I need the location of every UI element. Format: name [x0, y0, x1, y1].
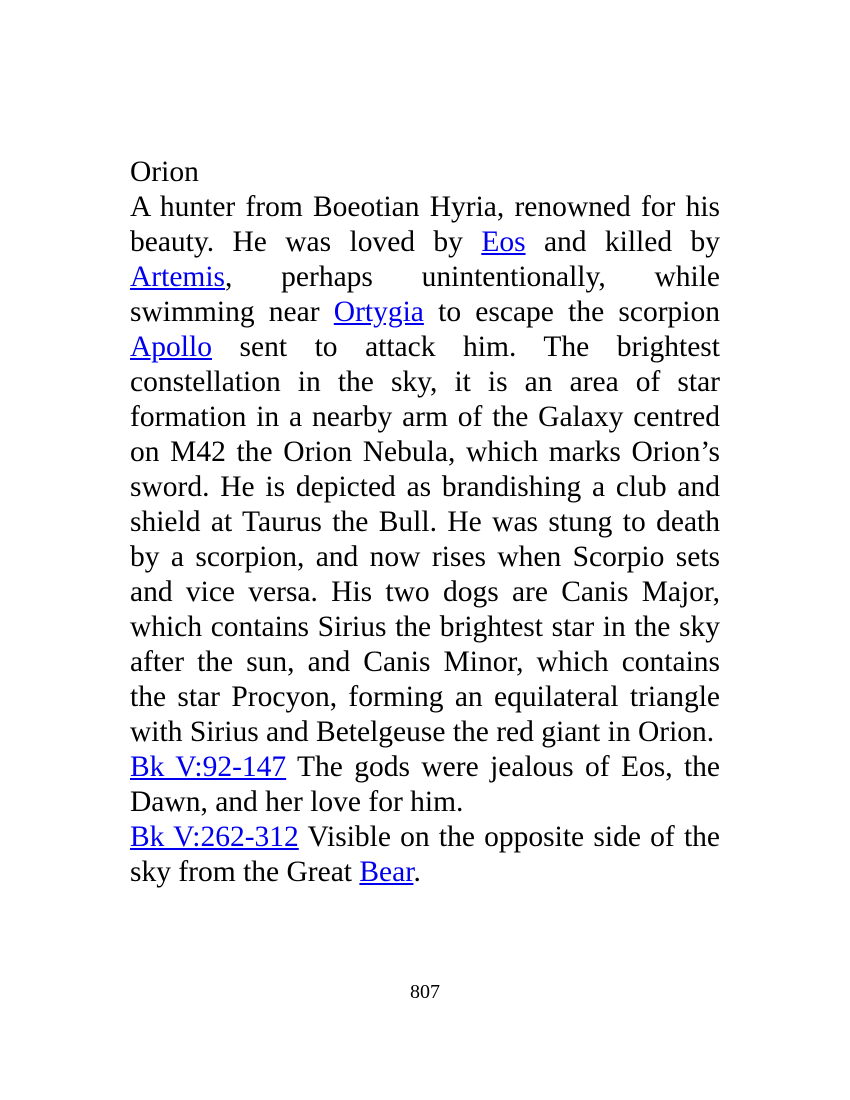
reference-text: The gods were jealous of Eos, the Dawn, and her love for him. [130, 751, 720, 818]
link-bk-v-92-147[interactable]: Bk V:92-147 [130, 751, 287, 783]
reference-line [130, 820, 720, 890]
reference-text: Visible on the opposite side of the sky from the Great [130, 821, 720, 888]
entry-title: Orion [130, 156, 199, 188]
entry-content [130, 155, 720, 890]
reference-text: . [413, 856, 421, 888]
link-apollo[interactable]: Apollo [130, 331, 212, 363]
description-text: sent to attack him. The brightest constellation in the sky, it is an area of star formation in a nearby arm of the Galaxy centred on M42 the Orion Nebula, which marks Orion’s sword. He is depicted as brandishing a club and shield at Taurus the Bull. He was stung to death by a scorpion, and now rises when Scorpio sets and vice versa. His two dogs are Canis Major, which contains Sirius the brightest star in the sky after the sun, and Canis Minor, which contains the star Procyon, forming an equilateral triangle with Sirius and Betelgeuse the red giant in Orion. [130, 331, 720, 748]
reference-line [130, 750, 720, 820]
entry-description [130, 190, 720, 750]
link-bear[interactable]: Bear [359, 856, 414, 888]
description-text: , perhaps unintentionally, while swimming near [130, 261, 720, 328]
link-bk-v-262-312[interactable]: Bk V:262-312 [130, 821, 299, 853]
link-ortygia[interactable]: Ortygia [333, 296, 424, 328]
description-text: to escape the scorpion [423, 296, 720, 328]
page-number: 807 [410, 981, 440, 1003]
description-text: and killed by [525, 226, 720, 258]
description-text: A hunter from Boeotian Hyria, renowned for his beauty. He was loved by [130, 191, 720, 258]
link-eos[interactable]: Eos [481, 226, 526, 258]
link-artemis[interactable]: Artemis [130, 261, 226, 293]
